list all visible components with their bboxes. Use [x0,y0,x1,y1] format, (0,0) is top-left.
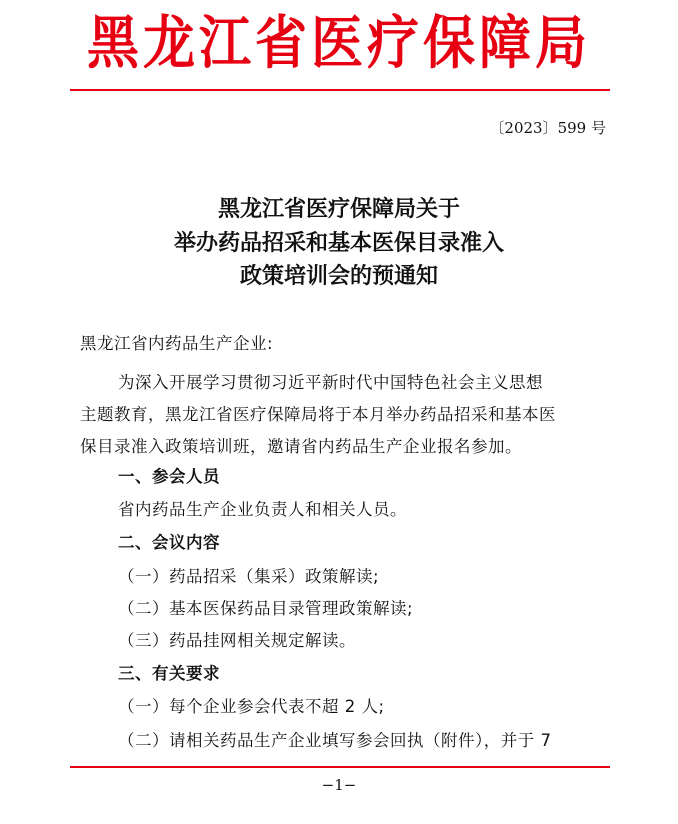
document-title-line-3: 政策培训会的预通知 [239,263,438,289]
footer-divider [70,766,610,768]
intro-paragraph-line-3: 保目录准入政策培训班，邀请省内药品生产企业报名参加。 [80,437,522,456]
intro-paragraph-line-2: 主题教育，黑龙江省医疗保障局将于本月举办药品招采和基本医 [80,405,556,424]
section-3-item-2: （二）请相关药品生产企业填写参会回执（附件），并于 7 [118,731,552,750]
org-header-title: 黑龙江省医疗保障局 [86,9,591,77]
recipient-line: 黑龙江省内药品生产企业: [80,334,274,353]
section-3-heading: 三、有关要求 [118,664,220,683]
document-number: 〔2023〕599 号 [489,119,606,137]
section-2-item-3: （三）药品挂网相关规定解读。 [118,631,356,650]
section-3-item-1: （一）每个企业参会代表不超 2 人; [118,697,385,716]
document-title-line-2: 举办药品招采和基本医保目录准入 [173,230,504,256]
intro-paragraph-line-1: 为深入开展学习贯彻习近平新时代中国特色社会主义思想 [118,373,543,392]
section-1-heading: 一、参会人员 [118,467,220,486]
header-divider [70,89,610,91]
section-2-heading: 二、会议内容 [118,533,220,552]
page-number: −1− [321,776,357,794]
section-2-item-1: （一）药品招采（集采）政策解读; [118,567,380,586]
document-title-line-1: 黑龙江省医疗保障局关于 [217,196,460,222]
section-1-text: 省内药品生产企业负责人和相关人员。 [118,500,407,519]
section-2-item-2: （二）基本医保药品目录管理政策解读; [118,599,414,618]
